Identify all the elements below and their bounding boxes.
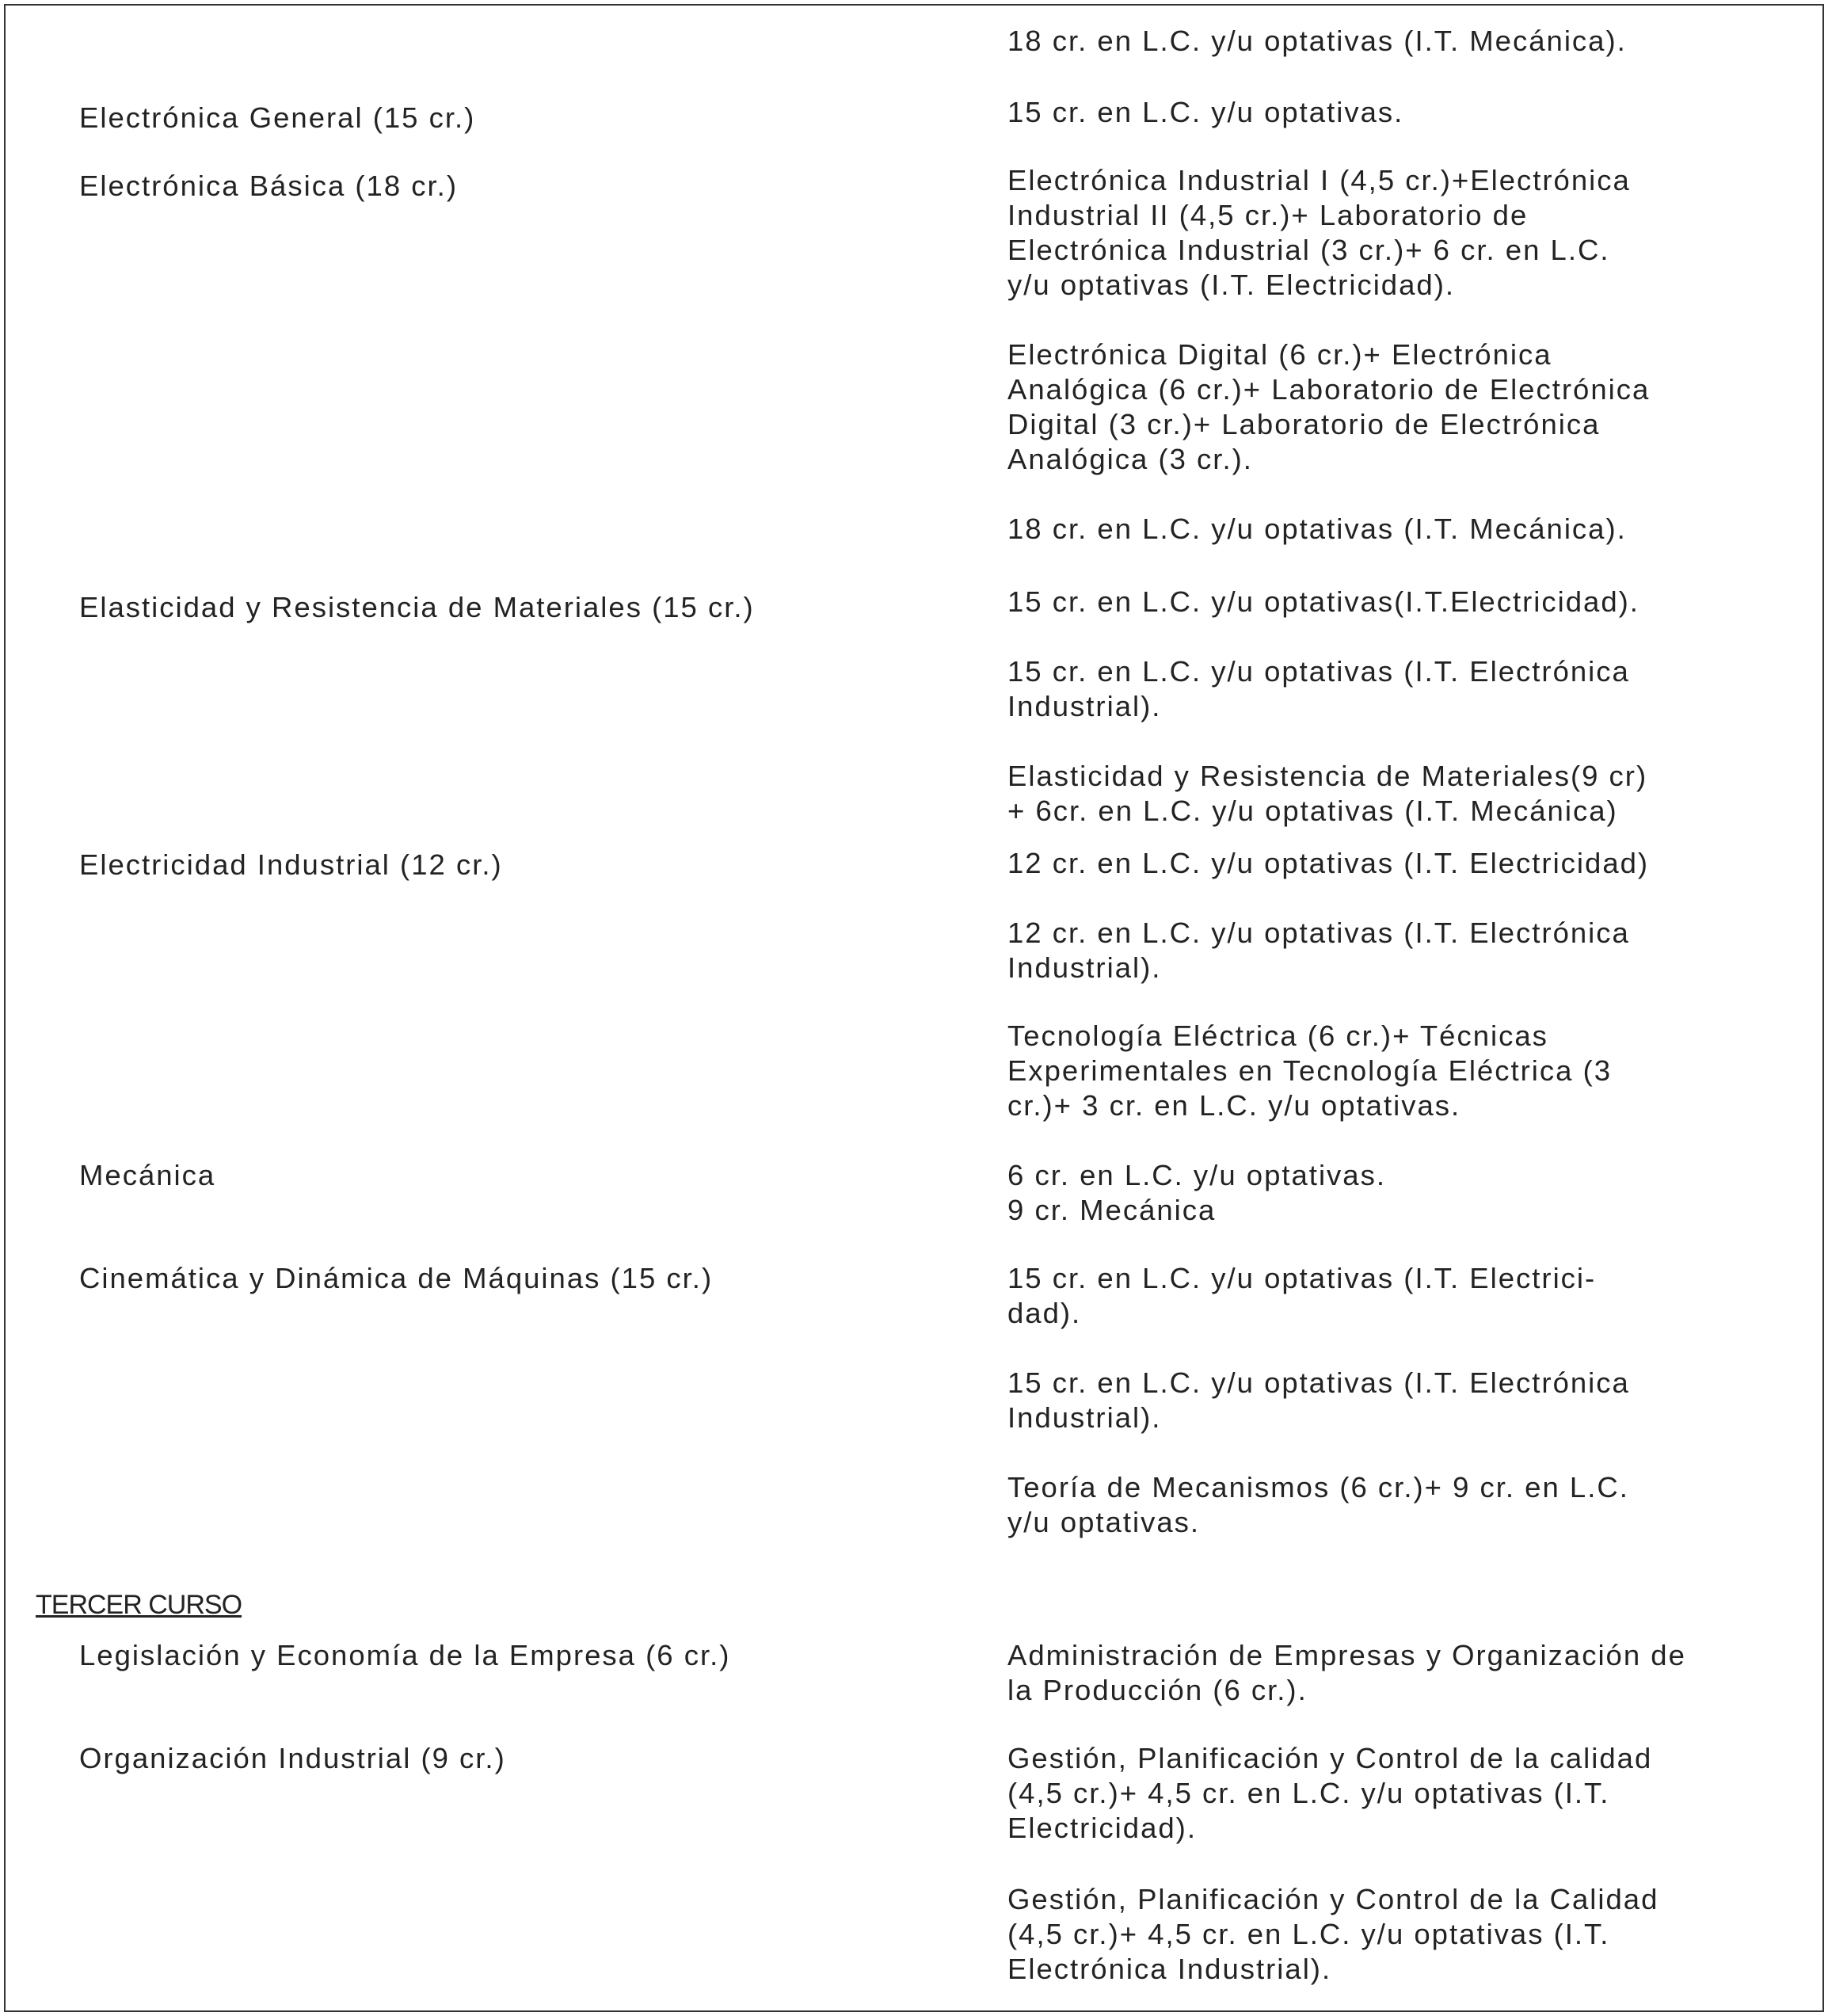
equivalence-text: 18 cr. en L.C. y/u optativas (I.T. Mecánica). xyxy=(1007,513,1627,545)
equivalence-text: Administración de Empresas y Organización de xyxy=(1007,1639,1686,1671)
subject-label: Organización Industrial (9 cr.) xyxy=(79,1742,506,1774)
equivalence-text: 15 cr. en L.C. y/u optativas (I.T. Electrónica xyxy=(1007,655,1630,688)
equivalence-text: dad). xyxy=(1007,1297,1082,1329)
equivalence-text: (4,5 cr.)+ 4,5 cr. en L.C. y/u optativas (I.T. xyxy=(1007,1918,1610,1950)
equivalence-text: 12 cr. en L.C. y/u optativas (I.T. Electricidad) xyxy=(1007,847,1650,879)
equivalence-text: Analógica (3 cr.). xyxy=(1007,443,1253,475)
equivalence-text: 15 cr. en L.C. y/u optativas. xyxy=(1007,96,1404,128)
equivalence-text: Experimentales en Tecnología Eléctrica (3 xyxy=(1007,1054,1613,1087)
equivalence-text: 6 cr. en L.C. y/u optativas. xyxy=(1007,1159,1386,1191)
equivalence-text: y/u optativas. xyxy=(1007,1506,1201,1538)
equivalence-text: Industrial II (4,5 cr.)+ Laboratorio de xyxy=(1007,199,1529,231)
equivalence-text: Electrónica Industrial). xyxy=(1007,1953,1332,1985)
subject-label: Mecánica xyxy=(79,1159,216,1191)
subject-label: Cinemática y Dinámica de Máquinas (15 cr.) xyxy=(79,1262,714,1294)
equivalence-text: 18 cr. en L.C. y/u optativas (I.T. Mecánica). xyxy=(1007,25,1627,57)
equivalence-text: Electrónica Industrial (3 cr.)+ 6 cr. en L.C. xyxy=(1007,234,1610,266)
equivalence-text: la Producción (6 cr.). xyxy=(1007,1674,1308,1706)
equivalence-text: Electricidad). xyxy=(1007,1812,1197,1844)
section-heading: TERCER CURSO xyxy=(36,1590,242,1620)
equivalence-text: cr.)+ 3 cr. en L.C. y/u optativas. xyxy=(1007,1089,1461,1122)
subject-label: Electrónica Básica (18 cr.) xyxy=(79,170,458,202)
equivalence-text: 15 cr. en L.C. y/u optativas(I.T.Electricidad). xyxy=(1007,585,1639,618)
subject-label: Elasticidad y Resistencia de Materiales (15 cr.) xyxy=(79,591,755,623)
equivalence-text: Industrial). xyxy=(1007,1401,1162,1434)
equivalence-text: 9 cr. Mecánica xyxy=(1007,1194,1217,1226)
document-frame xyxy=(4,4,1824,2012)
equivalence-text: Gestión, Planificación y Control de la calidad xyxy=(1007,1742,1653,1774)
subject-label: Electrónica General (15 cr.) xyxy=(79,101,476,134)
equivalence-text: Industrial). xyxy=(1007,951,1162,984)
subject-label: Electricidad Industrial (12 cr.) xyxy=(79,848,503,881)
equivalence-text: + 6cr. en L.C. y/u optativas (I.T. Mecánica) xyxy=(1007,795,1618,827)
equivalence-text: Tecnología Eléctrica (6 cr.)+ Técnicas xyxy=(1007,1019,1548,1052)
equivalence-text: Industrial). xyxy=(1007,690,1162,722)
equivalence-text: Elasticidad y Resistencia de Materiales(9 cr) xyxy=(1007,760,1648,792)
equivalence-text: Electrónica Digital (6 cr.)+ Electrónica xyxy=(1007,338,1552,371)
equivalence-text: y/u optativas (I.T. Electricidad). xyxy=(1007,269,1455,301)
equivalence-text: 15 cr. en L.C. y/u optativas (I.T. Electrici- xyxy=(1007,1262,1597,1294)
equivalence-text: (4,5 cr.)+ 4,5 cr. en L.C. y/u optativas (I.T. xyxy=(1007,1777,1610,1809)
equivalence-text: Gestión, Planificación y Control de la Calidad xyxy=(1007,1883,1659,1915)
equivalence-text: Electrónica Industrial I (4,5 cr.)+Electrónica xyxy=(1007,164,1631,196)
equivalence-text: Teoría de Mecanismos (6 cr.)+ 9 cr. en L.C. xyxy=(1007,1471,1629,1503)
equivalence-text: 12 cr. en L.C. y/u optativas (I.T. Electrónica xyxy=(1007,917,1630,949)
equivalence-text: Digital (3 cr.)+ Laboratorio de Electrónica xyxy=(1007,408,1601,440)
subject-label: Legislación y Economía de la Empresa (6 cr.) xyxy=(79,1639,731,1671)
equivalence-text: 15 cr. en L.C. y/u optativas (I.T. Electrónica xyxy=(1007,1366,1630,1399)
equivalence-text: Analógica (6 cr.)+ Laboratorio de Electrónica xyxy=(1007,373,1651,406)
